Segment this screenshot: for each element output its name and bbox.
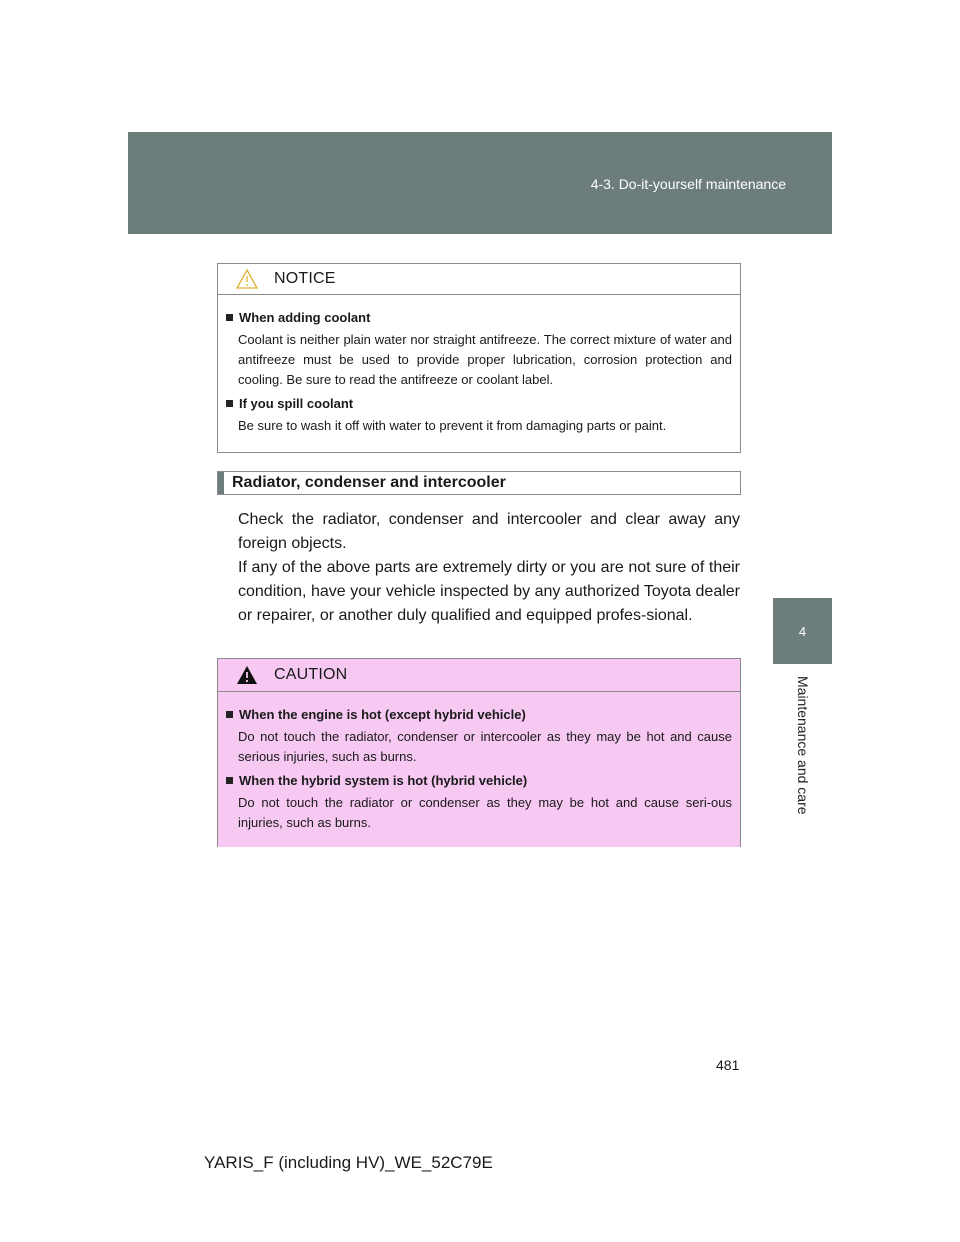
document-id: YARIS_F (including HV)_WE_52C79E [204, 1153, 493, 1172]
caution-body [218, 692, 740, 847]
caution-header [218, 659, 740, 692]
section-body [238, 508, 740, 628]
caution-item-title-text: When the engine is hot (except hybrid vehicle) [239, 707, 526, 722]
notice-body [218, 295, 740, 436]
caution-item-text: Do not touch the radiator or condenser as they may be hot and cause seri-ous injuries, such as burns. [238, 795, 732, 830]
page-number: 481 [716, 1057, 740, 1073]
section-heading-bar [217, 471, 741, 495]
notice-header [218, 264, 740, 295]
square-bullet-icon [226, 314, 233, 321]
chapter-title-wrap [773, 676, 832, 818]
square-bullet-icon [226, 777, 233, 784]
header-band [128, 132, 832, 234]
caution-item-text: Do not touch the radiator, condenser or intercooler as they may be hot and cause serious injuries, such as burns. [238, 729, 732, 764]
paragraph: If any of the above parts are extremely dirty or you are not sure of their condition, have your vehicle inspected by any authorized Toyota dealer or repairer, or another duly qualified and equipped profes-sional. [238, 559, 740, 624]
notice-item-title [226, 310, 732, 325]
warning-outline-icon [236, 269, 258, 289]
notice-label: NOTICE [274, 270, 336, 287]
square-bullet-icon [226, 711, 233, 718]
notice-item-text: Be sure to wash it off with water to prevent it from damaging parts or paint. [238, 418, 667, 433]
section-label: 4-3. Do-it-yourself maintenance [590, 176, 786, 192]
chapter-tab[interactable] [773, 598, 832, 664]
notice-item-title [226, 396, 732, 411]
paragraph: Check the radiator, condenser and intercooler and clear away any foreign objects. [238, 511, 740, 552]
notice-box [217, 263, 741, 453]
notice-item-title-text: If you spill coolant [239, 396, 354, 411]
notice-item-text: Coolant is neither plain water nor straight antifreeze. The correct mixture of water and antifreeze must be used to provide proper lubrication, corrosion protection and cooling. Be sure to read the antifreeze or coolant label. [238, 332, 732, 387]
caution-box [217, 658, 741, 847]
caution-item-title-text: When the hybrid system is hot (hybrid vehicle) [239, 773, 528, 788]
caution-item-title [226, 773, 732, 788]
chapter-title: Maintenance and care [794, 676, 811, 815]
heading-accent [218, 472, 224, 494]
caution-item-title [226, 707, 732, 722]
chapter-number: 4 [798, 623, 807, 639]
notice-item-title-text: When adding coolant [239, 310, 371, 325]
section-heading: Radiator, condenser and intercooler [232, 474, 506, 491]
square-bullet-icon [226, 400, 233, 407]
warning-filled-icon [236, 665, 258, 685]
caution-label: CAUTION [274, 666, 348, 683]
